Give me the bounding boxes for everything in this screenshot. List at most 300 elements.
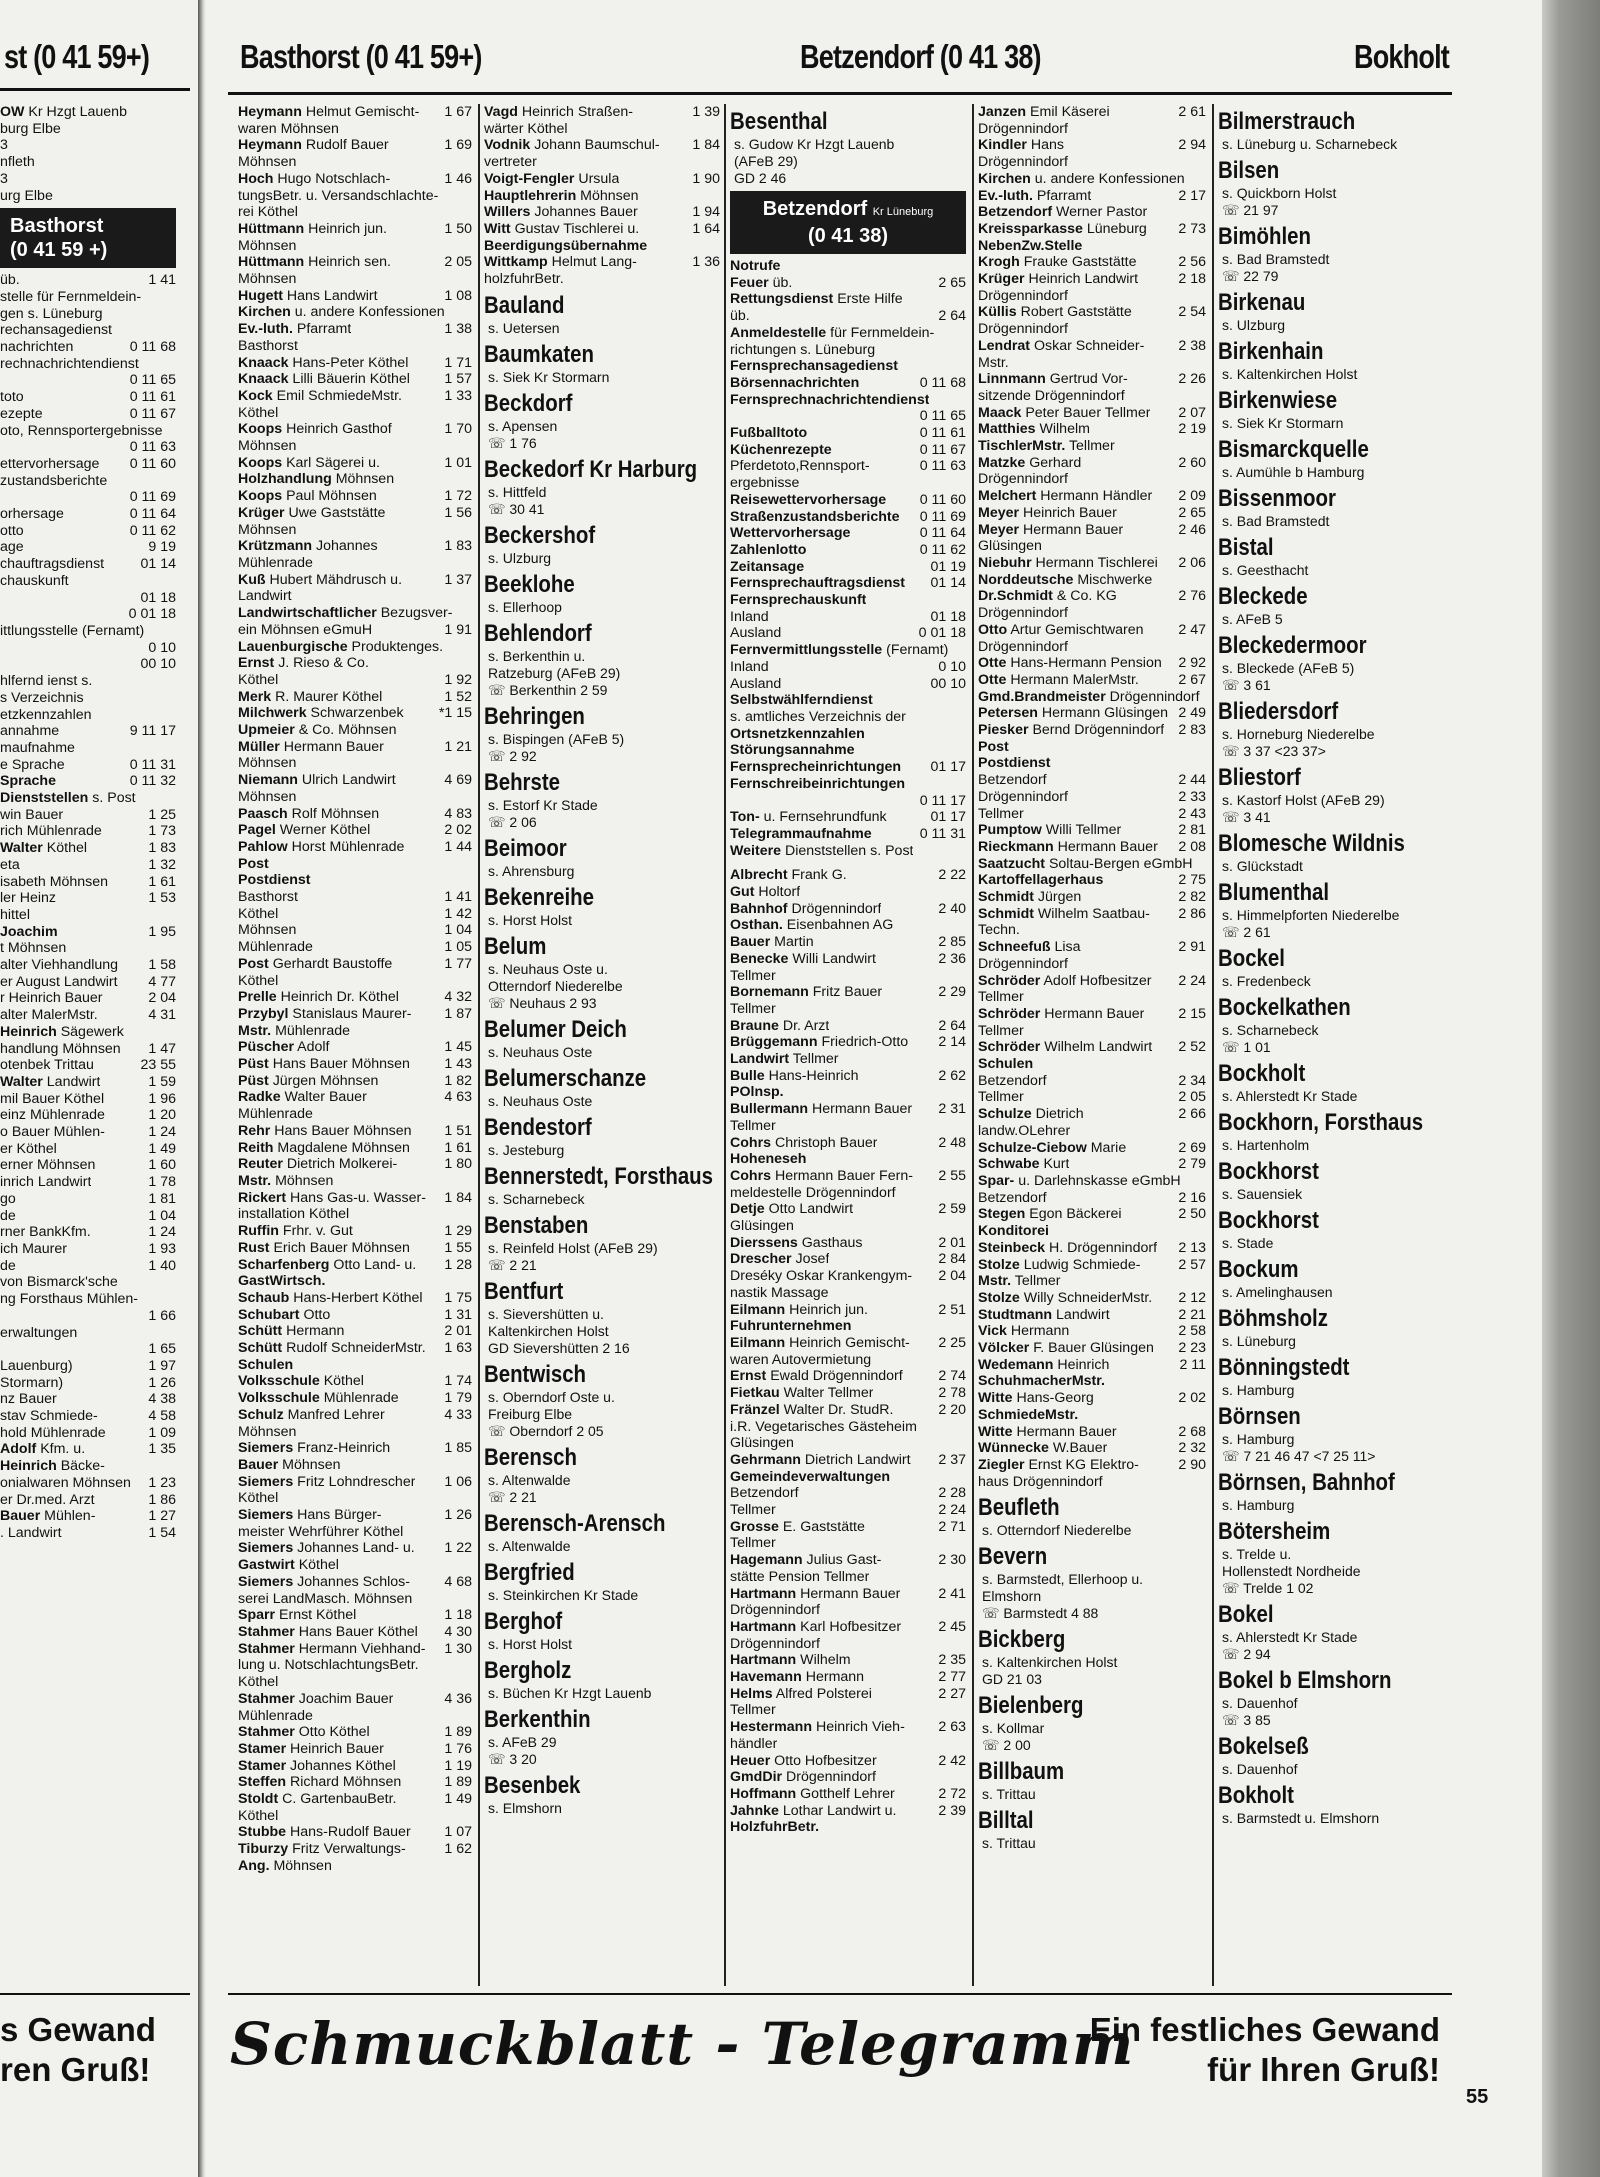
listing-number: 1 83 [148, 840, 176, 857]
listing-number [1202, 572, 1206, 589]
listing-name: richtungen s. Lüneburg [730, 341, 876, 358]
listing-entry [238, 488, 472, 505]
listing-entry [730, 984, 966, 1001]
listing-name: Siemers Johannes Schlos- [238, 1573, 410, 1590]
promo-left-line-2: ren Gruß! [0, 2051, 151, 2088]
listing-name: Dierssens Gasthaus [730, 1234, 863, 1251]
listing-entry [238, 689, 472, 706]
listing-name: Tellmer [978, 1022, 1024, 1039]
listing-name: Stamer Heinrich Bauer [238, 1740, 384, 1757]
place-name: Bissenmoor [1218, 485, 1336, 512]
listing-entry [238, 1039, 472, 1056]
listing-name: Schütt Hermann [238, 1323, 345, 1340]
place-reference: ☏ 30 41 [488, 500, 545, 517]
listing-entry [238, 789, 472, 806]
listing-entry [730, 1101, 966, 1118]
column-basthorst-1 [238, 104, 472, 1875]
place-reference: s. Jesteburg [488, 1141, 565, 1158]
listing-name: Detje Otto Landwirt [730, 1201, 854, 1218]
listing-name: Drögennindorf [730, 1635, 820, 1652]
listing-name: Drescher Josef [730, 1251, 830, 1268]
place-name: Bilsen [1218, 157, 1280, 184]
place-name: Blumenthal [1218, 879, 1330, 906]
listing-number: 2 86 [1178, 905, 1206, 922]
place-reference: s. Trittau [982, 1786, 1036, 1803]
listing-name: Reith Magdalene Möhnsen [238, 1139, 410, 1156]
listing-entry [0, 1208, 176, 1225]
listing-entry [0, 1241, 176, 1258]
listing-name: maufnahme [0, 739, 75, 756]
listing-number [1202, 639, 1206, 656]
listing-number: 1 53 [148, 890, 176, 907]
place-reference: s. Ahlerstedt Kr Stade [1222, 1629, 1358, 1645]
listing-entry [730, 676, 966, 693]
listing-number [962, 1118, 966, 1135]
listing-name: ezepte [0, 405, 43, 422]
listing-number: 2 16 [1178, 1189, 1206, 1206]
listing-number: 1 60 [148, 1157, 176, 1174]
listing-number [962, 1769, 966, 1786]
listing-entry [238, 1140, 472, 1157]
place-reference: ☏ 3 37 <23 37> [1222, 743, 1326, 759]
listing-entry [0, 306, 176, 323]
listing-entry [238, 1574, 472, 1591]
block-district: Kr Lüneburg [872, 206, 934, 218]
listing-entry [978, 1190, 1206, 1207]
listing-entry [978, 1039, 1206, 1056]
listing-name: Ev.-luth. Pfarramt [978, 187, 1092, 204]
listing-name: Dreséky Oskar Krankengym- [730, 1268, 913, 1285]
listing-number: 1 57 [444, 371, 472, 388]
listing-entry [978, 1023, 1206, 1040]
listing-number [172, 940, 176, 957]
listing-entry [730, 726, 966, 743]
listing-name: Betzendorf [978, 1189, 1047, 1206]
listing-name: Rieckmann Hermann Bauer [978, 838, 1158, 855]
listing-entry [238, 605, 472, 622]
listing-entry [730, 1519, 966, 1536]
place-reference: (AFeB 29) [734, 153, 798, 169]
listing-number: 2 05 [1178, 1089, 1206, 1106]
listing-number [962, 342, 966, 359]
listing-entry [238, 421, 472, 438]
listing-name: Hoch Hugo Notschlach- [238, 170, 391, 187]
listing-name: Ausland [730, 675, 782, 692]
listing-entry [238, 1123, 472, 1140]
listing-number [962, 592, 966, 609]
place-reference: ☏ 2 06 [488, 813, 537, 830]
listing-number: 1 01 [444, 454, 472, 471]
listing-number: 2 72 [938, 1785, 966, 1802]
listing-entry [730, 1235, 966, 1252]
place-entry [484, 1212, 720, 1274]
place-name: Berkenthin [484, 1705, 591, 1733]
listing-number: 1 50 [444, 220, 472, 237]
listing-entry [978, 1206, 1206, 1223]
listing-number: 1 62 [444, 1841, 472, 1858]
listing-entry [238, 104, 472, 121]
listing-entry [0, 1074, 176, 1091]
listing-entry [978, 1257, 1206, 1274]
listing-number [1202, 355, 1206, 372]
listing-name: rner BankKfm. [0, 1224, 91, 1241]
place-name: Bistal [1218, 534, 1274, 561]
listing-number: 1 38 [444, 321, 472, 338]
header-bokholt: Bokholt [1354, 38, 1449, 75]
listing-number [468, 471, 472, 488]
listing-entry [978, 889, 1206, 906]
listing-number: 1 04 [444, 922, 472, 939]
listing-name: Petersen Hermann Glüsingen [978, 705, 1169, 722]
listing-entry [0, 423, 176, 440]
listing-entry [238, 1741, 472, 1758]
listing-name: Schneefuß Lisa [978, 939, 1081, 956]
listing-name: lung u. NotschlachtungsBetr. [238, 1657, 419, 1674]
listing-name: win Bauer [0, 806, 64, 823]
listing-entry [730, 1619, 966, 1636]
listing-name: s. amtliches Verzeichnis der [730, 708, 906, 725]
listing-entry [484, 171, 720, 188]
listing-name: nfleth [0, 154, 35, 171]
listing-name: Ziegler Ernst KG Elektro- [978, 1456, 1139, 1473]
listing-number: 2 24 [938, 1502, 966, 1519]
listing-entry [0, 1475, 176, 1492]
listing-number: 00 10 [930, 675, 966, 692]
place-reference: Kaltenkirchen Holst [488, 1322, 609, 1339]
listing-number [962, 1419, 966, 1436]
listing-name: Bornemann Fritz Bauer [730, 984, 883, 1001]
listing-entry [238, 1223, 472, 1240]
listing-entry [978, 672, 1206, 689]
listing-entry [238, 1323, 472, 1340]
place-entry [1218, 583, 1444, 628]
listing-entry [0, 1358, 176, 1375]
listing-number: 4 63 [444, 1089, 472, 1106]
column-rule [724, 104, 726, 1986]
listing-name: Heuer Otto Hofbesitzer [730, 1752, 877, 1769]
listing-name: Volksschule Mühlenrade [238, 1390, 399, 1407]
footer-rule-left [0, 1993, 190, 1995]
header-basthorst: Basthorst (0 41 59+) [240, 38, 482, 75]
listing-number: 2 29 [938, 984, 966, 1001]
listing-number: 2 33 [1178, 788, 1206, 805]
listing-number [962, 1051, 966, 1068]
listing-number: 2 63 [938, 1719, 966, 1736]
listing-number: 1 45 [444, 1039, 472, 1056]
listing-entry [0, 807, 176, 824]
listing-entry [0, 690, 176, 707]
listing-name: Stamer Johannes Köthel [238, 1757, 396, 1774]
listing-name: Drögennindorf [978, 120, 1068, 137]
listing-number: 2 73 [1178, 220, 1206, 237]
listing-name: chauskunft [0, 572, 69, 589]
place-reference: Ratzeburg (AFeB 29) [488, 664, 621, 681]
header-left-fragment: st (0 41 59+) [4, 38, 150, 75]
listing-number: 2 04 [148, 990, 176, 1007]
listing-name: er August Landwirt [0, 973, 118, 990]
listing-entry [730, 776, 966, 793]
listing-number: 4 33 [444, 1406, 472, 1423]
listing-number: 2 62 [938, 1067, 966, 1084]
listing-number: 0 11 68 [919, 374, 966, 391]
listing-name: Hugett Hans Landwirt [238, 287, 378, 304]
listing-entry [0, 623, 176, 640]
listing-name: ler Heinz [0, 890, 56, 907]
listing-name: Koops Paul Möhnsen [238, 488, 377, 505]
listing-number [468, 655, 472, 672]
listing-number [468, 872, 472, 889]
listing-number: 1 64 [692, 220, 720, 237]
place-reference: s. Altenwalde [488, 1537, 571, 1554]
listing-name: Witte Hermann Bauer [978, 1423, 1117, 1440]
listing-entry [978, 1390, 1206, 1407]
listing-entry [730, 1419, 966, 1436]
listing-entry [238, 906, 472, 923]
listing-entry [978, 772, 1206, 789]
listing-number [468, 1858, 472, 1875]
listing-name: OW Kr Hzgt Lauenb [0, 104, 127, 120]
listing-number [962, 859, 966, 867]
listing-entry [0, 523, 176, 540]
listing-entry [978, 839, 1206, 856]
listing-entry [238, 1657, 472, 1674]
listing-name: stelle für Fernmeldein- [0, 288, 142, 305]
listing-name: ein Möhnsen eGmuH [238, 621, 373, 638]
listing-name: Siemers Fritz Lohndrescher [238, 1473, 416, 1490]
listing-number: 2 84 [938, 1251, 966, 1268]
listing-entry [978, 973, 1206, 990]
listing-number: 0 11 62 [129, 522, 176, 539]
listing-number [962, 884, 966, 901]
listing-name: Gmd.Brandmeister Drögennindorf [978, 688, 1200, 705]
listing-entry [0, 1308, 176, 1325]
place-reference: s. Quickborn Holst [1222, 185, 1337, 201]
listing-name: Matzke Gerhard [978, 454, 1082, 471]
listing-number [1202, 1023, 1206, 1040]
listing-entry [238, 1073, 472, 1090]
listing-name: Ruffin Frhr. v. Gut [238, 1223, 353, 1240]
listing-name: Basthorst [238, 889, 298, 906]
listing-number: 1 59 [148, 1073, 176, 1090]
column-left-fragment [0, 104, 176, 1542]
place-reference: s. Gudow Kr Hzgt Lauenb [734, 136, 895, 152]
listing-number: 1 75 [444, 1289, 472, 1306]
listing-entry [730, 1135, 966, 1152]
listing-name: Landwirt [238, 588, 292, 605]
listing-number [468, 338, 472, 355]
listing-number: 2 07 [1178, 404, 1206, 421]
listing-number: 1 84 [444, 1189, 472, 1206]
place-entry [484, 1657, 720, 1702]
listing-name: Ang. Möhnsen [238, 1857, 332, 1874]
listing-name: landw.OLehrer [978, 1122, 1071, 1139]
listing-entry [0, 957, 176, 974]
listing-number: 0 01 18 [128, 606, 176, 623]
listing-entry [238, 856, 472, 873]
listing-number: 4 30 [444, 1623, 472, 1640]
listing-number: 0 11 60 [129, 455, 176, 472]
listing-name: . Landwirt [0, 1524, 62, 1541]
listing-name: stätte Pension Tellmer [730, 1568, 870, 1585]
listing-number: 0 11 62 [919, 541, 966, 558]
listing-name: waren Autovermietung [730, 1351, 872, 1368]
listing-number [468, 639, 472, 656]
listing-entry [978, 572, 1206, 589]
listing-name: ich Maurer [0, 1241, 68, 1257]
listing-entry [0, 121, 176, 138]
place-reference: ☏ 2 92 [488, 747, 537, 764]
banner-promo [1090, 2010, 1440, 2090]
listing-number: 2 04 [938, 1268, 966, 1285]
listing-entry [730, 1068, 966, 1085]
listing-name: Witt Gustav Tischlerei u. [484, 220, 640, 237]
place-reference: ☏ 2 94 [1222, 1646, 1271, 1662]
listing-name: Gut Holtorf [730, 884, 801, 901]
place-entry [1218, 879, 1444, 941]
listing-number [1202, 956, 1206, 973]
place-reference: GD 21 03 [982, 1671, 1042, 1688]
listing-number: 2 40 [938, 900, 966, 917]
listing-name: Albrecht Frank G. [730, 867, 847, 884]
place-name: Beckershof [484, 521, 596, 549]
listing-number [172, 154, 176, 171]
listing-entry [0, 322, 176, 339]
listing-entry [238, 1591, 472, 1608]
place-entry [1218, 1733, 1444, 1778]
listing-name: Möhnsen [238, 237, 297, 254]
listing-name: Köthel [238, 972, 279, 989]
listing-name: Helms Alfred Polsterei [730, 1685, 872, 1702]
listing-name: Möhnsen [238, 788, 297, 805]
listing-entry [978, 1173, 1206, 1190]
listing-entry [978, 471, 1206, 488]
listing-name: Techn. [978, 922, 1020, 939]
column-basthorst-2 [484, 104, 720, 1817]
listing-name: Melchert Hermann Händler [978, 488, 1153, 505]
listing-number: 1 51 [444, 1122, 472, 1139]
listing-number [962, 1819, 966, 1836]
listing-name: Stahmer Otto Köthel [238, 1724, 370, 1741]
listing-name: Knaack Lilli Bäuerin Köthel [238, 371, 410, 388]
listing-name: Ernst Ewald Drögennindorf [730, 1368, 903, 1385]
listing-entry [978, 1307, 1206, 1324]
listing-name: händler [730, 1735, 778, 1752]
place-reference: s. Ulzburg [488, 549, 552, 566]
listing-name: Stolze Willy SchneiderMstr. [978, 1289, 1153, 1306]
listing-number: 1 74 [444, 1373, 472, 1390]
listing-entry [0, 723, 176, 740]
listing-number: 00 10 [140, 656, 176, 673]
place-reference: s. Trittau [982, 1835, 1036, 1852]
listing-entry [730, 793, 966, 810]
listing-entry [238, 1307, 472, 1324]
place-reference: s. Bleckede (AFeB 5) [1222, 660, 1355, 676]
listing-number [172, 121, 176, 138]
listing-entry [0, 773, 176, 790]
listing-entry [978, 1357, 1206, 1374]
place-reference: s. Bispingen (AFeB 5) [488, 730, 625, 747]
listing-entry [0, 707, 176, 724]
listing-name: zustandsberichte [0, 472, 108, 489]
listing-name: Benecke Willi Landwirt [730, 950, 876, 967]
listing-entry [0, 606, 176, 623]
listing-name: Drögennindorf [978, 638, 1068, 655]
listing-number [962, 1736, 966, 1753]
listing-entry [978, 371, 1206, 388]
listing-number: 1 96 [148, 1090, 176, 1107]
listing-number: 1 94 [692, 204, 720, 221]
listing-entry [730, 475, 966, 492]
place-entry [1218, 223, 1444, 285]
place-name: Bokel [1218, 1601, 1274, 1628]
listing-entry [730, 425, 966, 442]
listing-entry [238, 872, 472, 889]
listing-name: tungsBetr. u. Versandschlachte- [238, 187, 439, 204]
place-name: Billbaum [978, 1758, 1065, 1786]
listing-entry [238, 1407, 472, 1424]
listing-entry [0, 1024, 176, 1041]
listing-entry [978, 121, 1206, 138]
listing-name: Völcker F. Bauer Glüsingen [978, 1340, 1154, 1357]
place-name: Bielenberg [978, 1692, 1084, 1720]
listing-entry [730, 1251, 966, 1268]
listing-name: Eilmann Heinrich Gemischt- [730, 1335, 910, 1351]
place-reference: s. Sievershütten u. [488, 1305, 604, 1322]
listing-number: 2 09 [1178, 488, 1206, 505]
listing-number: 2 91 [1178, 939, 1206, 956]
listing-name: Schröder Hermann Bauer [978, 1005, 1145, 1022]
place-reference: s. Horst Holst [488, 1635, 573, 1652]
listing-entry [978, 922, 1206, 939]
listing-entry [238, 1457, 472, 1474]
listing-entry [484, 271, 720, 288]
place-name: Bliedersdorf [1218, 698, 1339, 725]
listing-entry [0, 356, 176, 373]
listing-entry [0, 1174, 176, 1191]
listing-entry [730, 325, 966, 342]
listing-entry [978, 171, 1206, 188]
listing-number: 2 75 [1178, 872, 1206, 889]
listing-entry [238, 137, 472, 154]
listing-number [468, 121, 472, 138]
listing-entry [0, 874, 176, 891]
place-header-block [0, 208, 176, 268]
listing-number [962, 358, 966, 375]
listing-entry [730, 1452, 966, 1469]
listing-number: 1 47 [148, 1040, 176, 1057]
listing-name: Straßenzustandsberichte [730, 508, 900, 525]
listing-name: rechnachrichtendienst [0, 355, 139, 372]
listing-entry [978, 956, 1206, 973]
listing-entry [238, 1674, 472, 1691]
place-name: Bockel [1218, 945, 1285, 972]
listing-number: 2 78 [938, 1385, 966, 1402]
listing-name: Mühlenrade [238, 1707, 313, 1724]
place-entry [1218, 338, 1444, 383]
place-name: Bergfried [484, 1558, 575, 1586]
listing-name: Hagemann Julius Gast- [730, 1552, 882, 1569]
listing-number: 2 27 [938, 1685, 966, 1702]
listing-number: 1 79 [444, 1390, 472, 1407]
listing-number [468, 204, 472, 221]
listing-number: 2 34 [1178, 1072, 1206, 1089]
listing-number [172, 673, 176, 690]
listing-number [1202, 1373, 1206, 1390]
listing-number: 0 11 64 [129, 506, 176, 523]
listing-entry [0, 890, 176, 907]
place-reference: s. Reinfeld Holst (AFeB 29) [488, 1239, 658, 1256]
place-entry [484, 620, 720, 699]
